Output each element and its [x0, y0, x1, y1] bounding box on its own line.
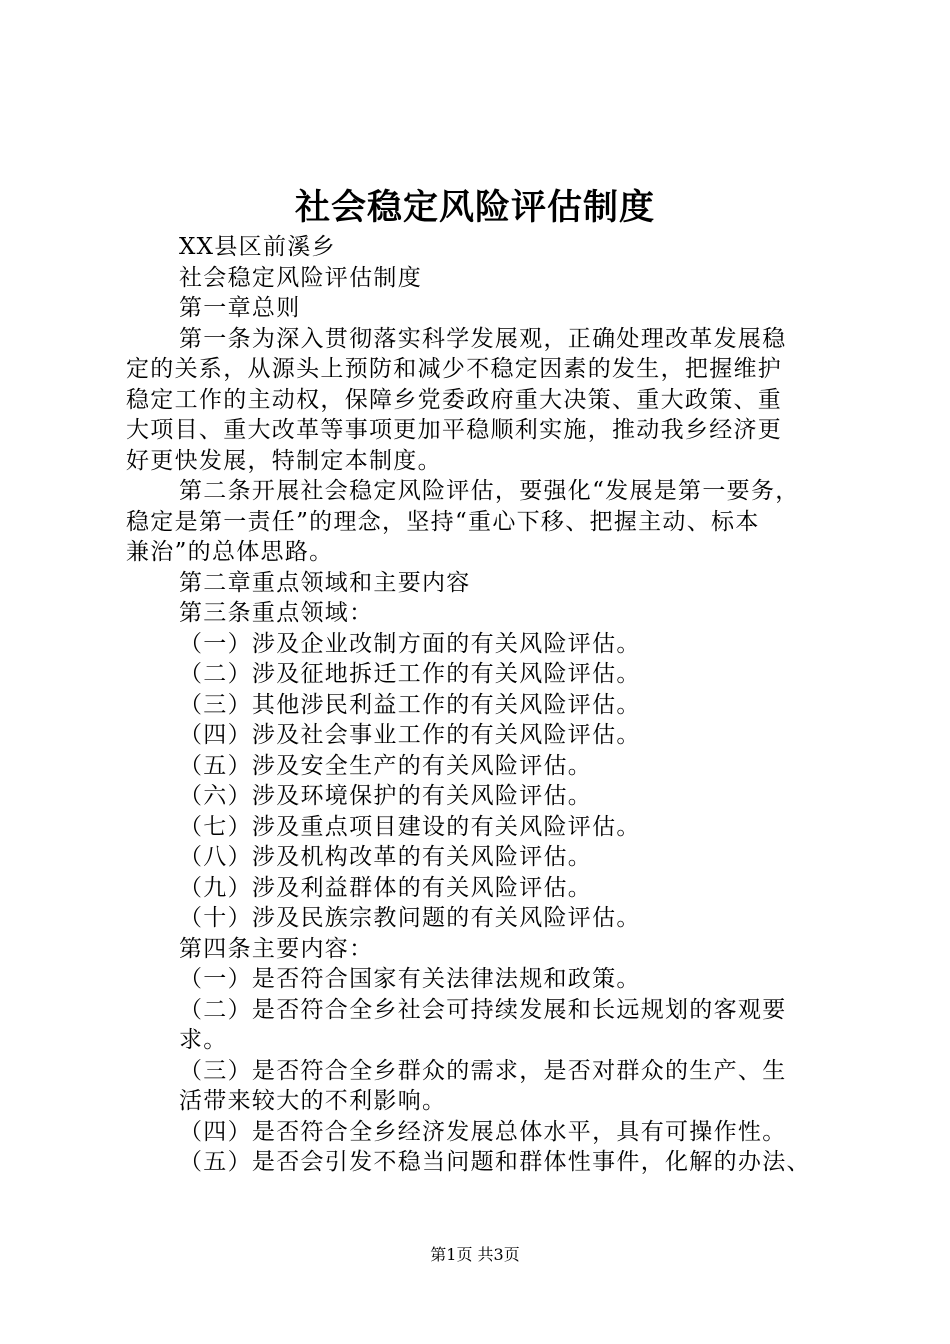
body-line: 活带来较大的不利影响。 [179, 1088, 447, 1114]
body-line: 第一章总则 [179, 295, 301, 321]
body-line: （八）涉及机构改革的有关风险评估。 [179, 844, 593, 870]
body-line: （四）是否符合全乡经济发展总体水平，具有可操作性。 [179, 1118, 787, 1145]
body-line: （九）涉及利益群体的有关风险评估。 [179, 874, 593, 901]
body-line: （一）是否符合国家有关法律法规和政策。 [179, 966, 641, 992]
body-line: 定的关系，从源头上预防和减少不稳定因素的发生，把握维护 [126, 356, 783, 382]
body-line: 兼治”的总体思路。 [126, 539, 334, 565]
document-body [126, 232, 846, 1178]
body-line: （十）涉及民族宗教问题的有关风险评估。 [179, 905, 641, 931]
body-line: 好更快发展，特制定本制度。 [126, 447, 442, 474]
body-line: 第二章重点领域和主要内容 [179, 569, 471, 596]
body-line: （四）涉及社会事业工作的有关风险评估。 [179, 722, 641, 748]
body-line: （一）涉及企业改制方面的有关风险评估。 [179, 630, 641, 657]
body-line: 第三条重点领域： [179, 600, 374, 626]
body-line: （三）是否符合全乡群众的需求，是否对群众的生产、生 [179, 1057, 787, 1084]
body-line: 第一条为深入贯彻落实科学发展观，正确处理改革发展稳 [179, 325, 787, 352]
body-line: （六）涉及环境保护的有关风险评估。 [179, 783, 593, 809]
page-footer: 第1页 共3页 [430, 1245, 520, 1264]
body-line: 第二条开展社会稳定风险评估，要强化“发展是第一要务， [179, 478, 800, 504]
body-line: （五）是否会引发不稳当问题和群体性事件，化解的办法、 [179, 1149, 811, 1175]
body-line: 社会稳定风险评估制度 [179, 264, 422, 291]
body-line: 第四条主要内容： [179, 935, 374, 962]
body-line: 稳定工作的主动权，保障乡党委政府重大决策、重大政策、重 [126, 386, 783, 413]
body-line: （五）涉及安全生产的有关风险评估。 [179, 752, 593, 779]
body-line: （七）涉及重点项目建设的有关风险评估。 [179, 813, 641, 840]
body-line: （二）涉及征地拆迁工作的有关风险评估。 [179, 661, 641, 687]
body-line: 大项目、重大改革等事项更加平稳顺利实施，推动我乡经济更 [126, 417, 783, 443]
body-line: XX县区前溪乡 [179, 234, 336, 260]
document-title: 社会稳定风险评估制度 [294, 187, 655, 228]
body-line: （二）是否符合全乡社会可持续发展和长远规划的客观要 [179, 996, 787, 1023]
body-line: 求。 [179, 1027, 228, 1053]
body-line: （三）其他涉民利益工作的有关风险评估。 [179, 691, 641, 718]
body-line: 稳定是第一责任”的理念，坚持“重心下移、把握主动、标本 [126, 508, 760, 535]
